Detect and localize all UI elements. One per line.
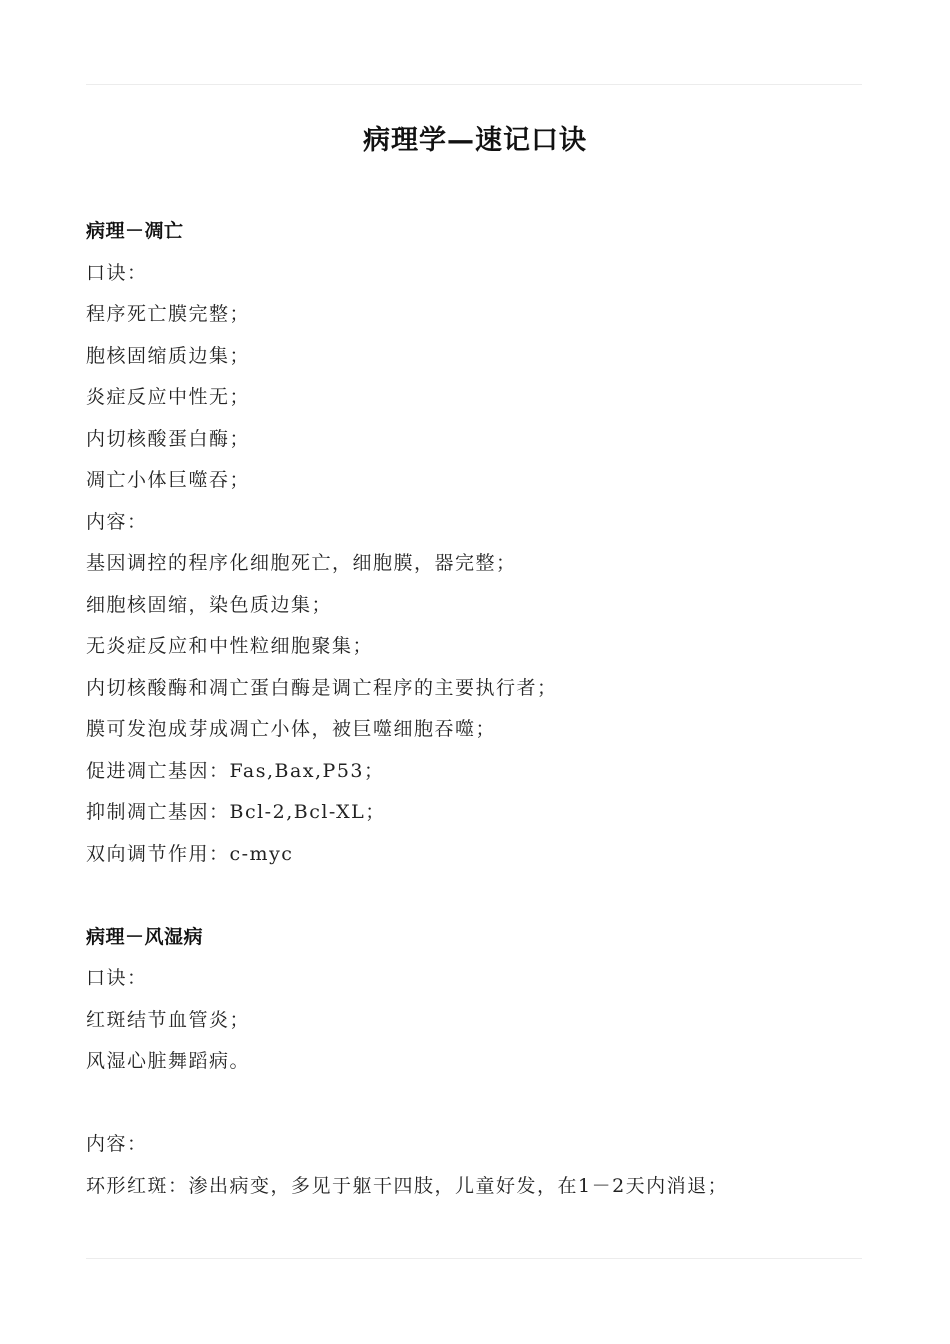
content-line: 基因调控的程序化细胞死亡，细胞膜，器完整； xyxy=(86,552,517,574)
header-rule xyxy=(86,84,862,85)
mnemonic-line: 程序死亡膜完整； xyxy=(86,303,251,325)
content-line: 无炎症反应和中性粒细胞聚集； xyxy=(86,635,374,657)
mnemonic-line: 风湿心脏舞蹈病。 xyxy=(86,1050,251,1072)
content-line: 抑制凋亡基因：Bcl-2,Bcl-XL； xyxy=(86,801,386,823)
content-label: 内容： xyxy=(86,511,148,533)
mnemonic-label: 口诀： xyxy=(86,967,148,989)
mnemonic-label: 口诀： xyxy=(86,262,148,284)
content-label: 内容： xyxy=(86,1133,148,1155)
content-line: 双向调节作用：c-myc xyxy=(86,843,294,865)
section-heading-rheumatism: 病理－风湿病 xyxy=(86,926,204,948)
mnemonic-line: 炎症反应中性无； xyxy=(86,386,251,408)
section-heading-apoptosis: 病理－凋亡 xyxy=(86,220,184,242)
content-line: 膜可发泡成芽成凋亡小体，被巨噬细胞吞噬； xyxy=(86,718,497,740)
content-line: 促进凋亡基因：Fas,Bax,P53； xyxy=(86,760,385,782)
mnemonic-line: 凋亡小体巨噬吞； xyxy=(86,469,251,491)
content-line: 内切核酸酶和凋亡蛋白酶是调亡程序的主要执行者； xyxy=(86,677,558,699)
document-title: 病理学—速记口诀 xyxy=(363,125,587,156)
mnemonic-line: 红斑结节血管炎； xyxy=(86,1009,251,1031)
footer-rule xyxy=(86,1258,862,1259)
mnemonic-line: 内切核酸蛋白酶； xyxy=(86,428,251,450)
content-line: 环形红斑：渗出病变，多见于躯干四肢，儿童好发，在1－2天内消退； xyxy=(86,1175,729,1197)
mnemonic-line: 胞核固缩质边集； xyxy=(86,345,251,367)
content-line: 细胞核固缩，染色质边集； xyxy=(86,594,333,616)
